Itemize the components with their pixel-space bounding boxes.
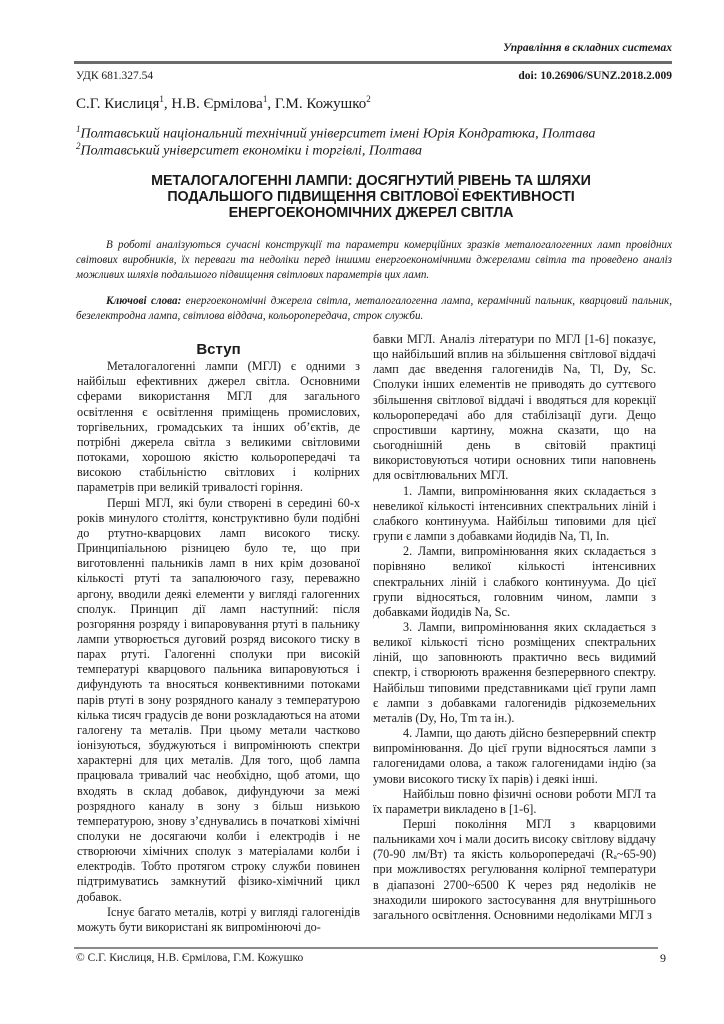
list-item: 2. Лампи, випромінювання яких складається з порівняно великої кількості інтенсивних спектральних ліній і слабкого континуума. До цієї групи відносяться, головним чином, лампи з добавками йодидів Na, Sc. [373, 544, 656, 619]
body-paragraph: Існує багато металів, котрі у вигляді галогенідів можуть бути використані як випромінюючі до- [77, 904, 360, 934]
udk-code: УДК 681.327.54 [76, 70, 154, 82]
keywords-label: Ключові слова: [106, 295, 182, 307]
footer-rule [74, 947, 364, 949]
keywords [76, 294, 672, 324]
footer-rule [364, 947, 658, 949]
paper-title [70, 173, 672, 221]
author-affiliation-marker: 2 [366, 94, 371, 104]
affiliation-text: Полтавський національний технічний університет імені Юрія Кондратюка, Полтава [80, 126, 596, 142]
affiliation-number: 1 [76, 124, 81, 134]
title-line: ЕНЕРГОЕКОНОМІЧНИХ ДЖЕРЕЛ СВІТЛА [228, 205, 514, 221]
left-column [77, 332, 360, 935]
right-column [373, 332, 656, 923]
author-affiliation-marker: 1 [159, 94, 164, 104]
copyright-notice: © С.Г. Кислиця, Н.В. Єрмілова, Г.М. Кожушко [76, 952, 304, 964]
affiliation-number: 2 [76, 141, 81, 151]
header-rule [74, 61, 672, 64]
section-heading: Вступ [196, 341, 241, 358]
abstract: В роботі аналізуються сучасні конструкції та параметри комерційних зразків металогалогенних ламп провідних світових виробників, їх переваги та недоліки перед іншими енергоекономічними джерелами світла та проведено аналіз можливих шляхів подальшого підвищення світлових параметрів цих ламп. [76, 239, 672, 282]
affiliation [76, 141, 422, 160]
running-head: Управління в складних системах [503, 42, 672, 54]
affiliation-text: Полтавський університет економіки і торгівлі, Полтава [80, 143, 423, 159]
body-paragraph: бавки МГЛ. Аналіз літератури по МГЛ [1-6] показує, що найбільший вплив на збільшення світлової віддачі ламп дає введення галогенидів Na, Tl, Dy, Sc. Сполуки інших елементів не приводять до суттєвого збільшення світлової віддачі і вводяться для корекції кольоропередачі або для стабілізації дуги. Дещо спростивши картину, можна сказати, що на сьогоднішній день в світовій практиці використовуються чотири основних типи наповнень для освітлювальних МГЛ. [373, 332, 656, 483]
author-name: Г.М. Кожушко [274, 96, 367, 112]
authors: С.Г. Кислиця$^1$, Н.В. Єрмілова$^1$, Г.М. Кожушко$^2$ [76, 94, 371, 112]
list-item: 1. Лампи, випромінювання яких складається з невеликої кількості інтенсивних спектральних ліній і слабкого континуума. Найбільш типовими для цієї групи є лампи з добавками йодидів Na, Tl, In. [373, 483, 656, 544]
author-name: Н.В. Єрмілова [171, 96, 263, 112]
body-paragraph: Найбільш повно фізичні основи роботи МГЛ та їх параметри викладено в [1-6]. [373, 786, 656, 816]
list-item: 3. Лампи, випромінювання яких складається з великої кількості тісно розміщених спектральних ліній, що заповнюють практично весь видимий спектр, і створюють враження безперервного спектру. Найбільш типовими представниками цієї групи ламп є лампи з добавками галогенидів рідкоземельних металів (Dy, Ho, Tm та ін.). [373, 619, 656, 725]
author-name: С.Г. Кислиця [76, 96, 160, 112]
title-line: МЕТАЛОГАЛОГЕННІ ЛАМПИ: ДОСЯГНУТИЙ РІВЕНЬ ТА ШЛЯХИ [151, 173, 591, 189]
affiliation [76, 124, 595, 143]
doi: doi: 10.26906/SUNZ.2018.2.009 [518, 70, 672, 82]
keywords-text: енергоекономічні джерела світла, металогалогенна лампа, керамічний пальник, кварцовий пальник, безелектродна лампа, світлова віддача, кольоропередача, строк служби. [76, 295, 673, 323]
title-line: ПОДАЛЬШОГО ПІДВИЩЕННЯ СВІТЛОВОЇ ЕФЕКТИВНОСТІ [167, 189, 575, 205]
body-paragraph: Перші покоління МГЛ з кварцовими пальниками хоч і мали досить високу світлову віддачу (70-90 лм/Вт) та якість кольоропередачі (Rₐ~65-90) при можливостях регулювання колірної температури в діапазоні 2700~6500 К через ряд недоліків не знаходили широкого застосування для внутрішнього загального освітлення. Основними недоліками МГЛ з [373, 817, 657, 922]
page-number: 9 [660, 951, 666, 965]
list-item: 4. Лампи, що дають дійсно безперервний спектр випромінювання. До цієї групи відносяться лампи з галогенидами олова, а також галогенидами індію (за умови високого тиску їх парів) і деякі інші. [373, 726, 656, 786]
body-paragraph: Перші МГЛ, які були створені в середині 60-х років минулого століття, конструктивно були подібні до ртутно-кварцових ламп високого тиску. Принципіальною різницею було те, що при виготовленні пальників ламп в них крім дозованої кількості ртуті та запалюючого газу, переважно аргону, вводили деякі елементи у вигляді галогенних сполук. Принцип дії ламп наступний: після розгоряння розряду і випаровування ртуті в пальнику лампи утворюється дуговий розряд високого тиску в парах ртуті. Галогенні сполуки при високій температурі кварцового пальника випаровуються і дифундують та вносяться конвективними потоками парів ртуті в зону розрядного каналу з температурою кілька тисяч градусів де вони розкладаються на атоми галогену та металів. При цьому метали частково іонізуються, збуджуються і випромінюють спектри характерні для цих металів. Для того, щоб лампа працювала тривалий час необхідно, щоб атоми, що входять в склад добавок, дифундуючи за межі розрядного каналу в зону з більш низькою температурою, знову з’єднувались в початкові хімічні сполуки не досягаючи колби і електродів і не створюючи хімічних сполук з матеріалами колби і електродів. Тобто протягом строку служби повинен підтримуватись замкнутий фізико-хімічний цикл добавок. [77, 495, 360, 904]
author-affiliation-marker: 1 [262, 94, 268, 104]
body-paragraph: Металогалогенні лампи (МГЛ) є одними з найбільш ефективних джерел світла. Основними сферами використання МГЛ для загального освітлення є освітлення приміщень промислових, торгівельних, громадських та інших об’єктів, де потрібні джерела світла з великими світловими потоками, хорошою якістю кольоропередачі та високою стабільністю світлових і колірних параметрів при великій тривалості горіння. [77, 359, 360, 495]
